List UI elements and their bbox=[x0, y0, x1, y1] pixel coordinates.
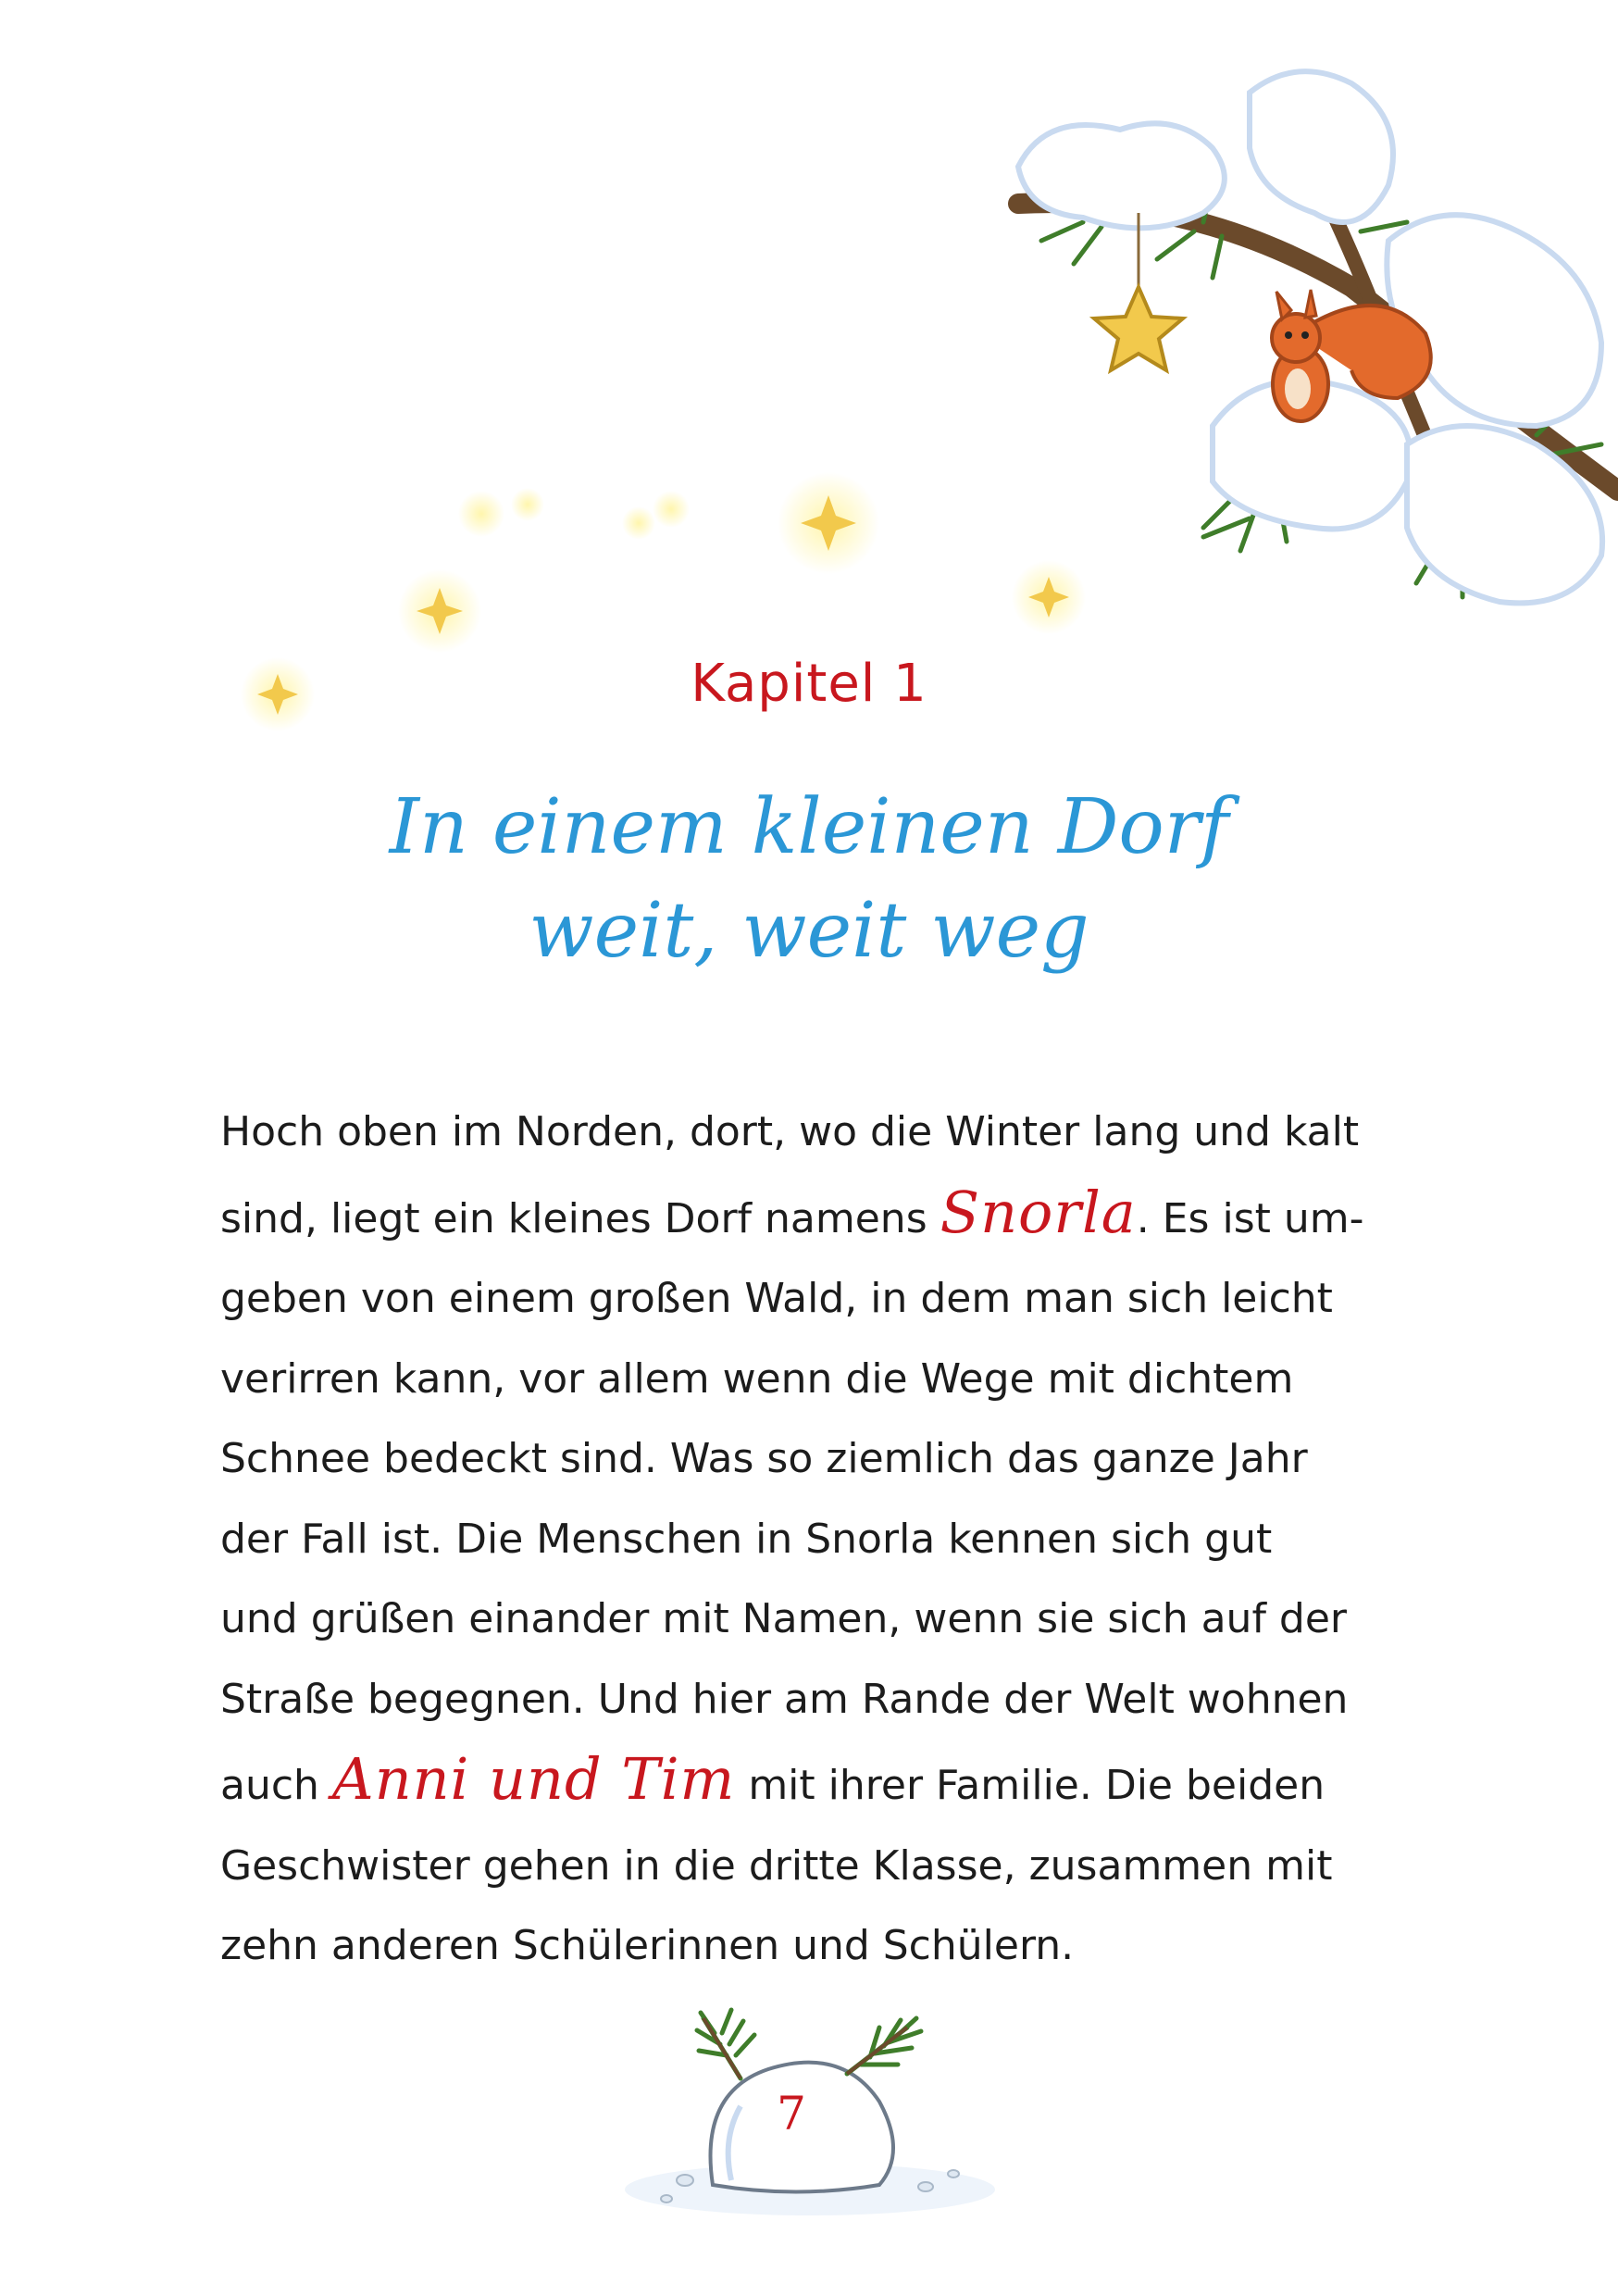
body-line: Straße begegnen. Und hier am Rande der Welt wohnen bbox=[220, 1675, 1349, 1723]
body-line: Hoch oben im Norden, dort, wo die Winter lang und kalt bbox=[220, 1108, 1360, 1155]
body-line: geben von einem großen Wald, in dem man sich leicht bbox=[220, 1275, 1333, 1322]
body-line: und grüßen einander mit Namen, wenn sie sich auf der bbox=[220, 1595, 1348, 1642]
body-text-segment: . Es ist um- bbox=[1136, 1194, 1364, 1242]
body-line: zehn anderen Schülerinnen und Schülern. bbox=[220, 1922, 1075, 1969]
body-paragraph bbox=[220, 1092, 1405, 1987]
body-line: der Fall ist. Die Menschen in Snorla kennen sich gut bbox=[220, 1515, 1273, 1563]
body-line bbox=[220, 1173, 1405, 1260]
body-text-segment: auch bbox=[220, 1762, 332, 1809]
page-number: 7 bbox=[777, 2087, 806, 2140]
character-names-highlight: Anni und Tim bbox=[331, 1745, 736, 1813]
body-line: verirren kann, vor allem wenn die Wege mit dichtem bbox=[220, 1354, 1294, 1403]
chapter-title bbox=[0, 776, 1618, 983]
chapter-title-line: weit, weit weg bbox=[529, 887, 1089, 975]
chapter-title-line: In einem kleinen Dorf bbox=[389, 783, 1229, 871]
chapter-label: Kapitel 1 bbox=[691, 654, 927, 714]
body-text-segment: sind, liegt ein kleines Dorf namens bbox=[220, 1194, 940, 1242]
body-line: Schnee bedeckt sind. Was so ziemlich das ganze Jahr bbox=[220, 1435, 1308, 1482]
village-name-highlight: Snorla bbox=[940, 1178, 1137, 1246]
body-text-segment: mit ihrer Familie. Die beiden bbox=[735, 1762, 1326, 1809]
body-line bbox=[220, 1740, 1405, 1827]
body-line: Geschwister gehen in die dritte Klasse, zusammen mit bbox=[220, 1841, 1333, 1890]
